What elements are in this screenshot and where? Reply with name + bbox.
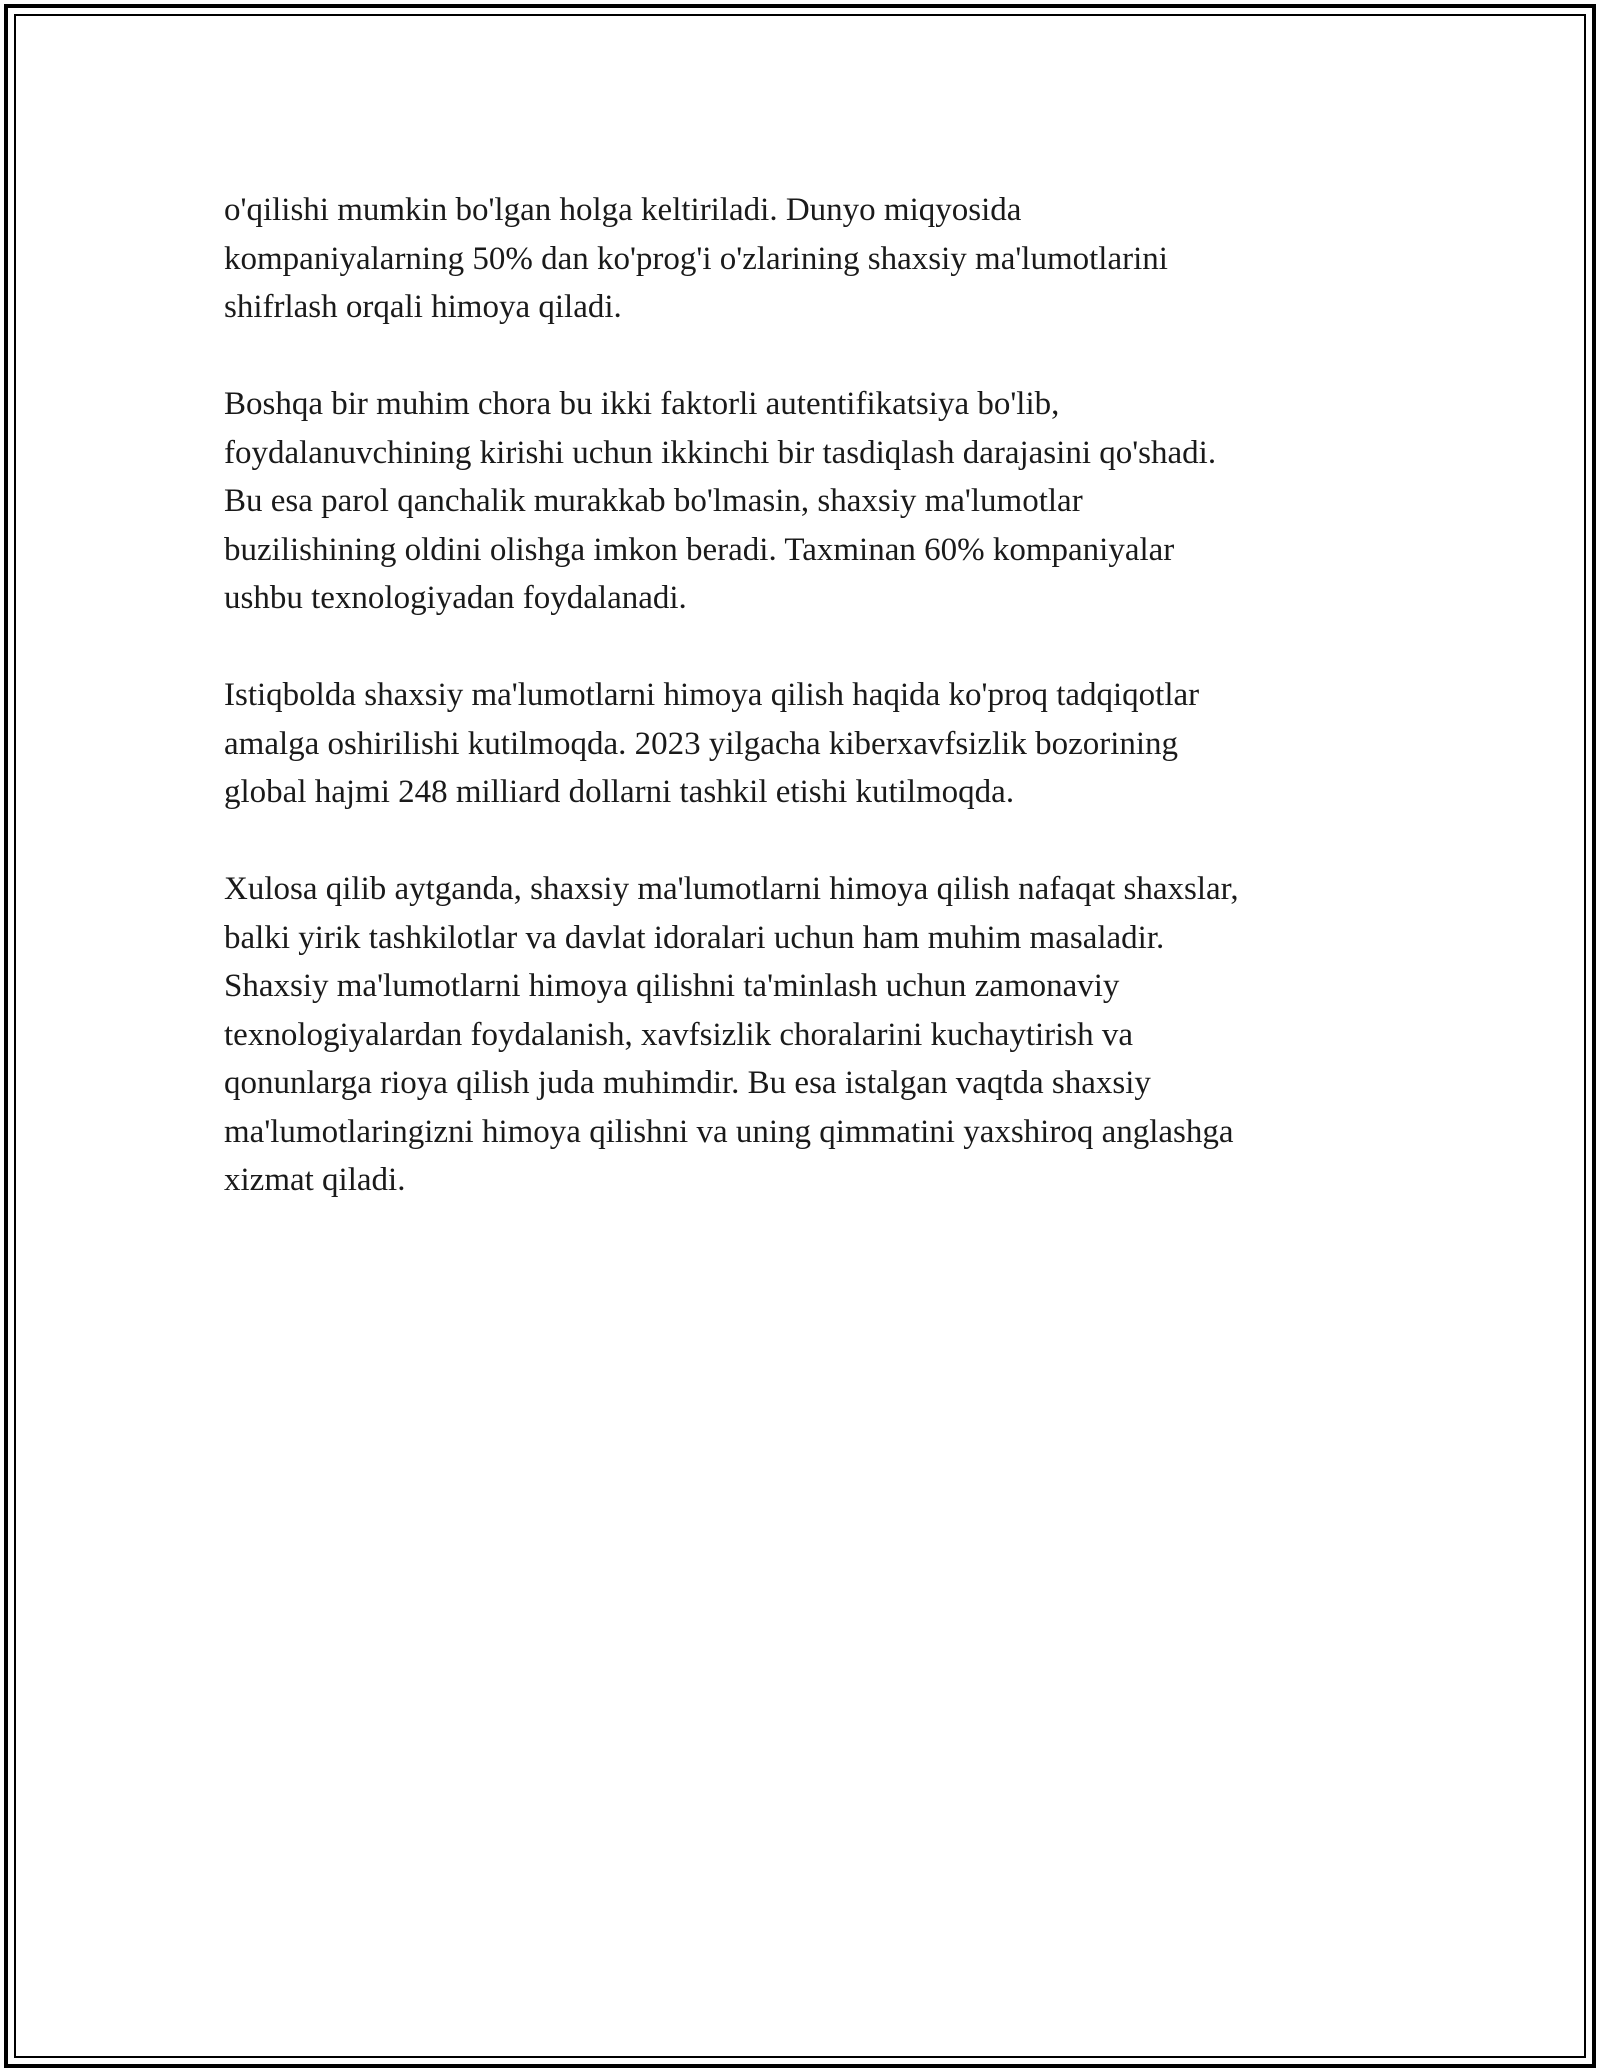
text-line: o'qilishi mumkin bo'lgan holga keltiriladi. Dunyo miqyosida: [224, 192, 1022, 228]
document-body: [224, 186, 1384, 1253]
text-line: global hajmi 248 milliard dollarni tashkil etishi kutilmoqda.: [224, 774, 1015, 810]
text-line: foydalanuvchining kirishi uchun ikkinchi bir tasdiqlash darajasini qo'shadi.: [224, 434, 1217, 471]
text-line: ushbu texnologiyadan foydalanadi.: [224, 580, 687, 616]
paragraph-conclusion: [224, 865, 1384, 1205]
paragraph-two-factor: [224, 380, 1384, 623]
text-line: shifrlash orqali himoya qiladi.: [224, 289, 622, 325]
paragraph-encryption: [224, 186, 1384, 332]
text-line: buzilishining oldini olishga imkon beradi. Taxminan 60% kompaniyalar: [224, 531, 1175, 568]
text-line: texnologiyalardan foydalanish, xavfsizlik choralarini kuchaytirish va: [224, 1016, 1134, 1053]
text-line: Boshqa bir muhim chora bu ikki faktorli autentifikatsiya bo'lib,: [224, 386, 1060, 422]
text-line: balki yirik tashkilotlar va davlat idoralari uchun ham muhim masaladir.: [224, 919, 1165, 956]
text-line: kompaniyalarning 50% dan ko'prog'i o'zlarining shaxsiy ma'lumotlarini: [224, 240, 1168, 277]
paragraph-outlook: [224, 671, 1384, 817]
text-line: amalga oshirilishi kutilmoqda. 2023 yilgacha kiberxavfsizlik bozorining: [224, 725, 1179, 762]
text-line: Bu esa parol qanchalik murakkab bo'lmasin, shaxsiy ma'lumotlar: [224, 483, 1083, 519]
text-line: xizmat qiladi.: [224, 1162, 406, 1198]
text-line: ma'lumotlaringizni himoya qilishni va uning qimmatini yaxshiroq anglashga: [224, 1113, 1234, 1150]
text-line: Shaxsiy ma'lumotlarni himoya qilishni ta'minlash uchun zamonaviy: [224, 968, 1120, 1004]
text-line: qonunlarga rioya qilish juda muhimdir. Bu esa istalgan vaqtda shaxsiy: [224, 1065, 1151, 1101]
text-line: Istiqbolda shaxsiy ma'lumotlarni himoya qilish haqida ko'proq tadqiqotlar: [224, 677, 1200, 713]
text-line: Xulosa qilib aytganda, shaxsiy ma'lumotlarni himoya qilish nafaqat shaxslar,: [224, 871, 1239, 907]
